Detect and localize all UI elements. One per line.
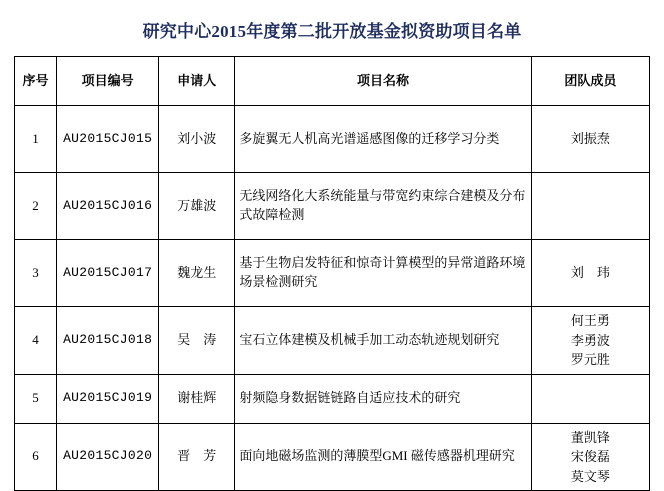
cell-code: AU2015CJ019 xyxy=(57,374,159,423)
cell-no: 3 xyxy=(15,240,57,307)
table-row xyxy=(15,374,650,423)
team-member: 刘 玮 xyxy=(570,265,610,281)
cell-applicant: 魏龙生 xyxy=(159,240,235,307)
table-row xyxy=(15,240,650,307)
column-header-no: 序号 xyxy=(15,57,57,106)
cell-code: AU2015CJ016 xyxy=(57,173,159,240)
cell-applicant: 万雄波 xyxy=(159,173,235,240)
cell-no: 6 xyxy=(15,423,57,491)
cell-applicant: 刘小波 xyxy=(159,106,235,173)
cell-code: AU2015CJ017 xyxy=(57,240,159,307)
cell-team xyxy=(531,106,649,173)
team-member-list xyxy=(536,428,645,487)
page-title: 研究中心2015年度第二批开放基金拟资助项目名单 xyxy=(142,22,522,41)
team-member-list xyxy=(536,311,645,370)
cell-team xyxy=(531,374,649,423)
column-header-applicant: 申请人 xyxy=(159,57,235,106)
team-member-list xyxy=(536,129,645,149)
table-header xyxy=(15,57,650,106)
cell-team xyxy=(531,240,649,307)
cell-no: 5 xyxy=(15,374,57,423)
team-member: 李勇波 xyxy=(570,332,610,348)
column-header-project-name: 项目名称 xyxy=(235,57,531,106)
table-row xyxy=(15,307,650,375)
cell-code: AU2015CJ018 xyxy=(57,307,159,375)
table-header-row xyxy=(15,57,650,106)
project-list-table xyxy=(14,56,650,491)
cell-code: AU2015CJ020 xyxy=(57,423,159,491)
cell-project-name: 多旋翼无人机高光谱遥感图像的迁移学习分类 xyxy=(235,106,531,173)
cell-project-name: 宝石立体建模及机械手加工动态轨迹规划研究 xyxy=(235,307,531,375)
team-member: 莫文琴 xyxy=(570,468,610,484)
table-container xyxy=(0,56,664,491)
cell-project-name: 面向地磁场监测的薄膜型GMI 磁传感器机理研究 xyxy=(235,423,531,491)
column-header-code: 项目编号 xyxy=(57,57,159,106)
cell-project-name: 基于生物启发特征和惊奇计算模型的异常道路环境场景检测研究 xyxy=(235,240,531,307)
team-member: 何王勇 xyxy=(570,313,610,328)
table-row xyxy=(15,106,650,173)
cell-team xyxy=(531,173,649,240)
cell-applicant: 晋 芳 xyxy=(159,423,235,491)
cell-no: 2 xyxy=(15,173,57,240)
team-member: 宋俊磊 xyxy=(570,449,610,464)
cell-applicant: 吴 涛 xyxy=(159,307,235,375)
table-row xyxy=(15,173,650,240)
team-member-list xyxy=(536,263,645,283)
column-header-team: 团队成员 xyxy=(531,57,649,106)
team-member: 刘振焘 xyxy=(570,131,610,147)
cell-project-name: 射频隐身数据链链路自适应技术的研究 xyxy=(235,374,531,423)
team-member: 罗元胜 xyxy=(570,352,610,367)
cell-applicant: 谢桂辉 xyxy=(159,374,235,423)
team-member: 董凯锋 xyxy=(570,429,610,445)
cell-project-name: 无线网络化大系统能量与带宽约束综合建模及分布式故障检测 xyxy=(235,173,531,240)
cell-team xyxy=(531,423,649,491)
table-row xyxy=(15,423,650,491)
cell-no: 1 xyxy=(15,106,57,173)
cell-no: 4 xyxy=(15,307,57,375)
table-body xyxy=(15,106,650,491)
cell-code: AU2015CJ015 xyxy=(57,106,159,173)
cell-team xyxy=(531,307,649,375)
